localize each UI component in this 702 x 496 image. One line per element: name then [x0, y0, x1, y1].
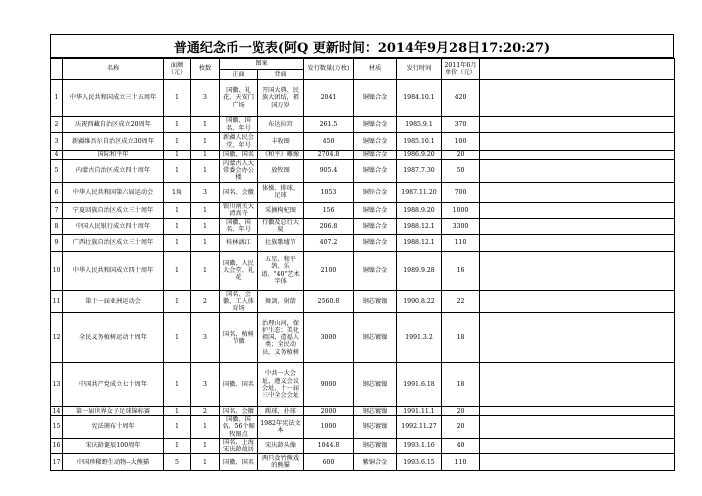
- unit-price: 20: [442, 416, 480, 439]
- mintage: 9000: [304, 363, 354, 407]
- coin-name: 新疆维吾尔自治区成立30周年: [63, 133, 164, 151]
- table-row: [51, 80, 675, 117]
- unit-price: 100: [442, 133, 480, 151]
- header-material: 材质: [354, 59, 397, 80]
- blank-cell: [480, 117, 675, 133]
- issue-date: 1985.10.1: [397, 133, 442, 151]
- material: 铜镍合金: [354, 218, 397, 234]
- material: 钢芯镀镍: [354, 416, 397, 439]
- table-row: [51, 202, 675, 218]
- row-index: 11: [51, 290, 63, 313]
- coin-count: 1: [191, 117, 220, 133]
- issue-date: 1984.10.1: [397, 80, 442, 117]
- header-date: 发行时间: [397, 59, 442, 80]
- header-blank: [480, 59, 675, 80]
- issue-date: 1989.9.28: [397, 251, 442, 290]
- issue-date: 1987.7.30: [397, 160, 442, 183]
- unit-price: 18: [442, 363, 480, 407]
- coin-count: 1: [191, 438, 220, 453]
- mintage: 2100: [304, 251, 354, 290]
- table-row: [51, 218, 675, 234]
- back-design: 治理山河，保护生态；美化祖国，造福人类；全民动员，义务植树: [258, 313, 304, 363]
- row-index: 13: [51, 363, 63, 407]
- coin-count: 1: [191, 234, 220, 251]
- back-design: 1982年宪法文本: [258, 416, 304, 439]
- unit-price: 420: [442, 80, 480, 117]
- blank-cell: [480, 160, 675, 183]
- coin-name: 内蒙古自治区成立四十周年: [63, 160, 164, 183]
- front-design: 国徽、国名: [220, 363, 258, 407]
- coin-count: 1: [191, 218, 220, 234]
- table-row: [51, 313, 675, 363]
- issue-date: 1985.9.1: [397, 117, 442, 133]
- blank-cell: [480, 363, 675, 407]
- blank-cell: [480, 80, 675, 117]
- issue-date: 1990.8.22: [397, 290, 442, 313]
- table-row: [51, 151, 675, 160]
- coin-count: 1: [191, 133, 220, 151]
- mintage: 450: [304, 133, 354, 151]
- face-value: 1: [164, 202, 191, 218]
- header-row-1: [51, 59, 675, 70]
- header-pattern: 图案: [220, 59, 304, 70]
- coin-name: 中华人民共和国成立四十周年: [63, 251, 164, 290]
- material: 钢芯镀镍: [354, 290, 397, 313]
- row-index: 16: [51, 438, 63, 453]
- issue-date: 1988.9.20: [397, 202, 442, 218]
- front-design: 内蒙古人大常委会办公楼: [220, 160, 258, 183]
- back-design: 开国大典、民族大团结，祖国万岁: [258, 80, 304, 117]
- back-design: 体操、排球、足球: [258, 182, 304, 202]
- front-design: 国徽、国名: [220, 151, 258, 160]
- table-row: [51, 234, 675, 251]
- front-design: 国名、上海宋庆龄故居: [220, 438, 258, 453]
- front-design: 国徽、人民大会堂、礼花: [220, 251, 258, 290]
- mintage: 1053: [304, 182, 354, 202]
- header-face-value: 面额（元）: [164, 59, 191, 80]
- coin-table: [50, 58, 675, 471]
- table-row: [51, 438, 675, 453]
- issue-date: 1993.6.15: [397, 454, 442, 471]
- row-index: 7: [51, 202, 63, 218]
- blank-cell: [480, 313, 675, 363]
- blank-cell: [480, 182, 675, 202]
- material: 钢芯镀镍: [354, 313, 397, 363]
- mintage: 156: [304, 202, 354, 218]
- face-value: 1: [164, 160, 191, 183]
- material: 铜锌合金: [354, 182, 397, 202]
- face-value: 5: [164, 454, 191, 471]
- front-design: 银川南关大清真寺: [220, 202, 258, 218]
- face-value: 1: [164, 117, 191, 133]
- face-value: 1: [164, 218, 191, 234]
- row-index: 4: [51, 151, 63, 160]
- coin-count: 3: [191, 313, 220, 363]
- coin-name: 中国人民银行成立四十周年: [63, 218, 164, 234]
- mintage: 2041: [304, 80, 354, 117]
- material: 钢芯镀镍: [354, 438, 397, 453]
- front-design: 新疆人民会堂、年号: [220, 133, 258, 151]
- mintage: 2560.8: [304, 290, 354, 313]
- unit-price: 40: [442, 438, 480, 453]
- table-row: [51, 290, 675, 313]
- material: 铜镍合金: [354, 151, 397, 160]
- coin-name: 广西壮族自治区成立三十周年: [63, 234, 164, 251]
- unit-price: 16: [442, 251, 480, 290]
- back-design: 放牧图: [258, 160, 304, 183]
- coin-name: 宁夏回族自治区成立三十周年: [63, 202, 164, 218]
- back-design: 宋庆龄头像: [258, 438, 304, 453]
- coin-name: 宋庆龄诞辰100周年: [63, 438, 164, 453]
- front-design: 国徽、国名、56个鲸牧图点: [220, 416, 258, 439]
- material: 铜镍合金: [354, 234, 397, 251]
- row-index: 5: [51, 160, 63, 183]
- coin-name: 第十一届亚洲运动会: [63, 290, 164, 313]
- unit-price: 370: [442, 117, 480, 133]
- blank-cell: [480, 202, 675, 218]
- back-design: 两只食竹熊戏的熊猫: [258, 454, 304, 471]
- table-row: [51, 251, 675, 290]
- unit-price: 110: [442, 454, 480, 471]
- coin-count: 3: [191, 182, 220, 202]
- blank-cell: [480, 133, 675, 151]
- coin-name: 中华人民共和国第六届运动会: [63, 182, 164, 202]
- header-mintage: 发行数量(万枚): [304, 59, 354, 80]
- front-design: 国名、会徽: [220, 182, 258, 202]
- header-price: 2011年6月单价（元）: [442, 59, 480, 80]
- row-index: 8: [51, 218, 63, 234]
- front-design: 国名、会徽: [220, 407, 258, 416]
- issue-date: 1991.11.1: [397, 407, 442, 416]
- front-design: 国徽、礼花、天安门广场: [220, 80, 258, 117]
- unit-price: 18: [442, 313, 480, 363]
- table-row: [51, 133, 675, 151]
- coin-name: 宪法颁布十周年: [63, 416, 164, 439]
- row-index: 6: [51, 182, 63, 202]
- face-value: 1: [164, 407, 191, 416]
- face-value: 1: [164, 251, 191, 290]
- unit-price: 22: [442, 290, 480, 313]
- material: 铜镍合金: [354, 160, 397, 183]
- mintage: 905.4: [304, 160, 354, 183]
- coin-name: 第一届世界女子足球锦标赛: [63, 407, 164, 416]
- row-index: 9: [51, 234, 63, 251]
- blank-cell: [480, 438, 675, 453]
- back-design: 《和平》雕像: [258, 151, 304, 160]
- unit-price: 700: [442, 182, 480, 202]
- table-row: [51, 416, 675, 439]
- blank-cell: [480, 218, 675, 234]
- coin-name: 中国珍稀野生动物--大熊猫: [63, 454, 164, 471]
- issue-date: 1988.12.1: [397, 218, 442, 234]
- face-value: 1: [164, 313, 191, 363]
- table-row: [51, 117, 675, 133]
- front-design: 桂林漓江: [220, 234, 258, 251]
- header-name: 名称: [63, 59, 164, 80]
- blank-cell: [480, 151, 675, 160]
- back-design: 踢球、扑球: [258, 407, 304, 416]
- mintage: 1044.8: [304, 438, 354, 453]
- blank-cell: [480, 290, 675, 313]
- unit-price: 20: [442, 151, 480, 160]
- coin-name: 中华人民共和国成立三十五周年: [63, 80, 164, 117]
- coin-count: 1: [191, 202, 220, 218]
- unit-price: 1000: [442, 202, 480, 218]
- table-row: [51, 407, 675, 416]
- face-value: 1: [164, 151, 191, 160]
- blank-cell: [480, 454, 675, 471]
- unit-price: 20: [442, 407, 480, 416]
- face-value: 1: [164, 234, 191, 251]
- back-design: 采摘枸杞图: [258, 202, 304, 218]
- row-index: 10: [51, 251, 63, 290]
- blank-cell: [480, 416, 675, 439]
- material: 铜镍合金: [354, 133, 397, 151]
- row-index: 14: [51, 407, 63, 416]
- face-value: 1: [164, 363, 191, 407]
- front-design: 国名、会徽、工人体育场: [220, 290, 258, 313]
- issue-date: 1986.9.20: [397, 151, 442, 160]
- coin-count: 2: [191, 407, 220, 416]
- face-value: 1角: [164, 182, 191, 202]
- material: 钢芯镀镍: [354, 407, 397, 416]
- face-value: 1: [164, 290, 191, 313]
- coin-name: 庆祝西藏自治区成立20周年: [63, 117, 164, 133]
- table-row: [51, 160, 675, 183]
- row-index: 3: [51, 133, 63, 151]
- unit-price: 50: [442, 160, 480, 183]
- face-value: 1: [164, 80, 191, 117]
- row-index: 1: [51, 80, 63, 117]
- header-back: 背面: [258, 70, 304, 80]
- coin-name: 中国共产党成立七十周年: [63, 363, 164, 407]
- mintage: 206.8: [304, 218, 354, 234]
- coin-count: 3: [191, 363, 220, 407]
- front-design: 国徽、国名: [220, 454, 258, 471]
- coin-count: 3: [191, 80, 220, 117]
- issue-date: 1992.11.27: [397, 416, 442, 439]
- header-count: 枚数: [191, 59, 220, 80]
- face-value: 1: [164, 133, 191, 151]
- back-design: 舞剑、射箭: [258, 290, 304, 313]
- face-value: 1: [164, 416, 191, 439]
- back-design: 五星、和平鸽、乐谱、"40"艺术字体: [258, 251, 304, 290]
- front-design: 国名、植树节徽: [220, 313, 258, 363]
- back-design: 中共一大会址，遵义会议会址，十一届三中全会会址: [258, 363, 304, 407]
- header-front: 正面: [220, 70, 258, 80]
- row-index: 15: [51, 416, 63, 439]
- coin-name: 国际和平年: [63, 151, 164, 160]
- table-row: [51, 363, 675, 407]
- mintage: 2000: [304, 407, 354, 416]
- material: 铜镍合金: [354, 202, 397, 218]
- blank-cell: [480, 251, 675, 290]
- coin-count: 1: [191, 151, 220, 160]
- material: 紫铜合金: [354, 454, 397, 471]
- mintage: 3000: [304, 313, 354, 363]
- mintage: 261.5: [304, 117, 354, 133]
- material: 钢芯镀镍: [354, 363, 397, 407]
- unit-price: 110: [442, 234, 480, 251]
- blank-cell: [480, 234, 675, 251]
- issue-date: 1988.12.1: [397, 234, 442, 251]
- coin-count: 1: [191, 160, 220, 183]
- table-row: [51, 454, 675, 471]
- issue-date: 1987.11.20: [397, 182, 442, 202]
- back-design: 丰收图: [258, 133, 304, 151]
- mintage: 1000: [304, 416, 354, 439]
- header-index: [51, 59, 63, 80]
- coin-count: 1: [191, 416, 220, 439]
- unit-price: 3300: [442, 218, 480, 234]
- coin-count: 2: [191, 290, 220, 313]
- face-value: 1: [164, 438, 191, 453]
- back-design: 壮族歌墟节: [258, 234, 304, 251]
- back-design: 布达拉宫: [258, 117, 304, 133]
- front-design: 国徽、国名、年号: [220, 117, 258, 133]
- row-index: 12: [51, 313, 63, 363]
- material: 铜镍合金: [354, 117, 397, 133]
- mintage: 600: [304, 454, 354, 471]
- coin-count: 1: [191, 454, 220, 471]
- row-index: 2: [51, 117, 63, 133]
- sheet-title: 普通纪念币一览表(阿Q 更新时间：2014年9月28日17:20:27): [50, 34, 674, 58]
- issue-date: 1991.3.2: [397, 313, 442, 363]
- material: 铜镍合金: [354, 80, 397, 117]
- coin-count: 1: [191, 251, 220, 290]
- coin-name: 全民义务植树运动十周年: [63, 313, 164, 363]
- issue-date: 1993.1.16: [397, 438, 442, 453]
- mintage: 407.2: [304, 234, 354, 251]
- issue-date: 1991.6.18: [397, 363, 442, 407]
- material: 铜镍合金: [354, 251, 397, 290]
- blank-cell: [480, 407, 675, 416]
- row-index: 17: [51, 454, 63, 471]
- front-design: 国徽、国名、年号: [220, 218, 258, 234]
- mintage: 2704.8: [304, 151, 354, 160]
- table-row: [51, 182, 675, 202]
- back-design: 行徽及总行大厦: [258, 218, 304, 234]
